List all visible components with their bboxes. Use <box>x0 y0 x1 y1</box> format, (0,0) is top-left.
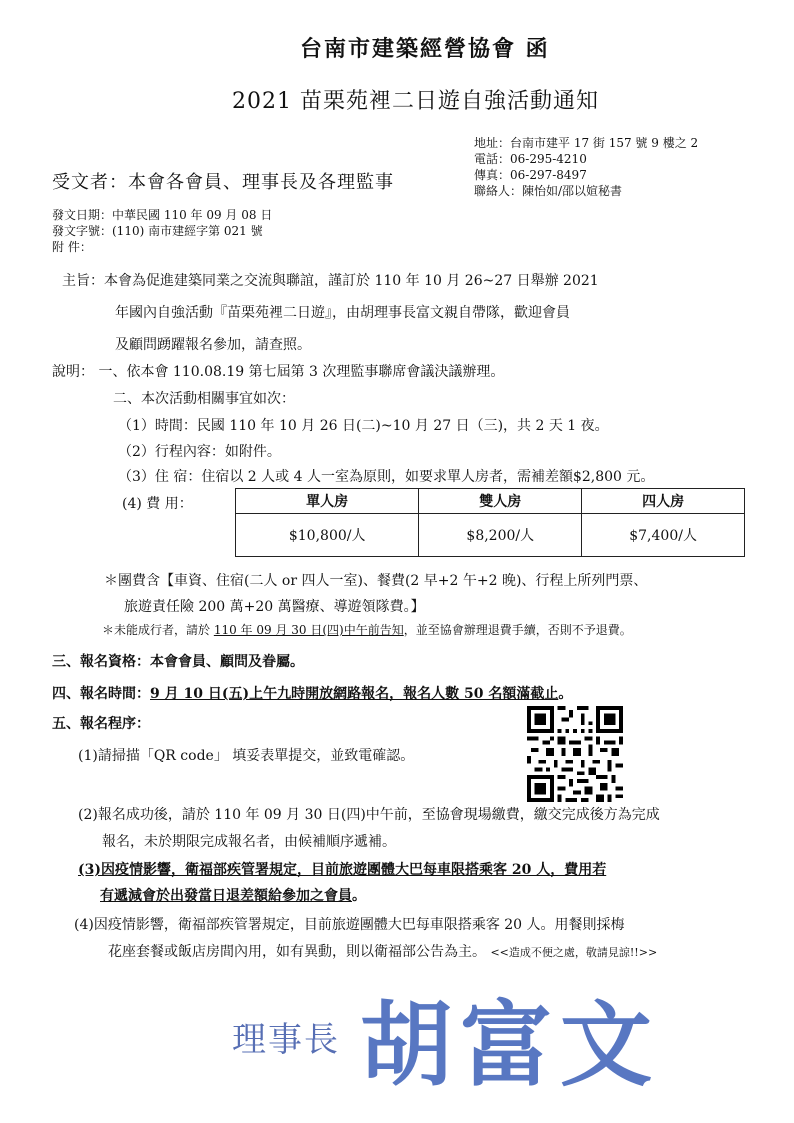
includes-line-2: 旅遊責任險 200 萬+20 萬醫療、導遊領隊費。】 <box>124 599 425 615</box>
procedure-step-2b: 報名，未於期限完成報名者，由候補順序遞補。 <box>102 834 396 850</box>
section-registration-time <box>52 683 572 703</box>
section-procedure: 五、報名程序： <box>52 716 150 732</box>
org-title: 台南市建築經營協會 函 <box>300 36 550 62</box>
procedure-step-1: (1)請掃描「QR code」 填妥表單提交，並致電確認。 <box>78 748 415 764</box>
fee-header-single: 單人房 <box>236 489 419 514</box>
fee-table <box>235 488 745 557</box>
cancel-note-pre: ＊未能成行者，請於 <box>102 623 214 637</box>
explain-line-2: 二、本次活動相關事宜如次： <box>113 391 295 407</box>
attachment: 附 件： <box>52 240 92 254</box>
subject-line-1: 主旨：本會為促進建築同業之交流與聯誼，謹訂於 110 年 10 月 26~27 日舉辦 2021 <box>62 273 599 289</box>
explain-item-time: （1）時間：民國 110 年 10 月 26 日(二)~10 月 27 日（三)，共 2 天 1 夜。 <box>118 418 609 434</box>
procedure-step-4a: (4)因疫情影響，衛福部疾管署規定，目前旅遊團體大巴每車限搭乘客 20 人。用餐則採梅 <box>74 917 625 933</box>
cancel-note-post: ，並至協會辦理退費手續，否則不予退費。 <box>403 623 632 637</box>
contact-fax: 傳真：06-297-8497 <box>474 168 587 182</box>
signature-title: 理事長 <box>232 1020 340 1060</box>
explain-item-fee: (4) 費 用： <box>122 496 193 512</box>
subject-line-2: 年國內自強活動『苗栗苑裡二日遊』，由胡理事長富文親自帶隊，歡迎會員 <box>115 305 570 321</box>
signature-name: 胡富文 <box>360 991 661 1099</box>
section-eligibility: 三、報名資格：本會會員、顧問及眷屬。 <box>52 654 304 670</box>
registration-time-label: 四、報名時間： <box>52 686 150 702</box>
apology-note: <<造成不便之處，敬請見諒!!>> <box>490 946 658 959</box>
subject-line-3: 及顧問踴躍報名參加，請查照。 <box>115 337 311 353</box>
explain-item-lodging: （3）住 宿：住宿以 2 人或 4 人一室為原則，如要求單人房者，需補差額$2,800 元。 <box>118 469 655 485</box>
cancel-note <box>102 622 632 638</box>
explain-item-itinerary: （2）行程內容：如附件。 <box>118 444 281 460</box>
recipient: 受文者：本會各會員、理事長及各理監事 <box>52 172 394 193</box>
issue-date: 發文日期：中華民國 110 年 09 月 08 日 <box>52 208 273 222</box>
procedure-step-2a: (2)報名成功後，請於 110 年 09 月 30 日(四)中午前，至協會現場繳費，繳交完成後方為完成 <box>78 807 660 823</box>
procedure-step-3a: (3)因疫情影響，衛福部疾管署規定，目前旅遊團體大巴每車限搭乘客 20 人，費用若 <box>78 862 607 878</box>
includes-line-1: ＊團費含【車資、住宿(二人 or 四人一室)、餐費(2 早+2 午+2 晚)、行程上所列門票、 <box>104 573 648 589</box>
fee-header-double: 雙人房 <box>419 489 582 514</box>
contact-person: 聯絡人：陳怡如/邵以媗秘書 <box>474 184 623 198</box>
fee-value-quad: $7,400/人 <box>582 514 745 557</box>
procedure-step-3b-text: 有遞減會於出發當日退差額給參加之會員 <box>100 888 352 904</box>
doc-title: 2021 苗栗苑裡二日遊自強活動通知 <box>232 89 599 114</box>
contact-phone: 電話：06-295-4210 <box>474 152 587 166</box>
fee-value-single: $10,800/人 <box>236 514 419 557</box>
procedure-step-3b-end: 。 <box>352 888 366 904</box>
issue-number: 發文字號：(110) 南市建經字第 021 號 <box>52 224 263 238</box>
procedure-step-4b-text: 花座套餐或飯店房間內用，如有異動，則以衛福部公告為主。 <box>108 944 486 960</box>
qr-code[interactable] <box>527 706 623 802</box>
contact-address: 地址：台南市建平 17 街 157 號 9 樓之 2 <box>474 136 699 150</box>
explain-line-1: 說明： 一、依本會 110.08.19 第七屆第 3 次理監事聯席會議決議辦理。 <box>52 364 505 380</box>
procedure-step-3b <box>100 885 366 905</box>
procedure-step-4b <box>108 941 657 961</box>
fee-header-quad: 四人房 <box>582 489 745 514</box>
cancel-note-date: 110 年 09 月 30 日(四)中午前告知 <box>213 623 404 637</box>
registration-time-end: 。 <box>558 686 573 702</box>
fee-value-double: $8,200/人 <box>419 514 582 557</box>
registration-time-text: 9 月 10 日(五)上午九時開放網路報名，報名人數 50 名額滿截止 <box>150 686 559 702</box>
